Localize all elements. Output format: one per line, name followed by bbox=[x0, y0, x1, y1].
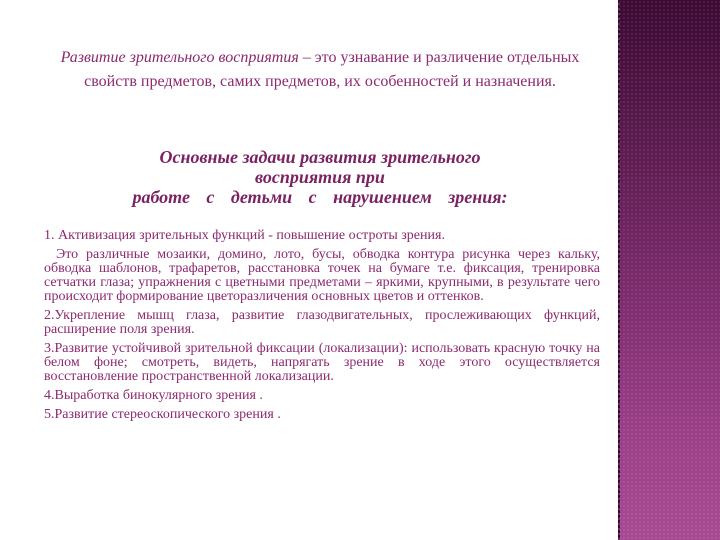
heading-line-3: работе с детьми с нарушением зрения: bbox=[132, 187, 508, 207]
intro-term: Развитие зрительного восприятия bbox=[60, 49, 299, 66]
heading-line-2: восприятия при bbox=[255, 167, 385, 187]
heading-line-1: Основные задачи развития зрительного bbox=[159, 147, 481, 167]
decorative-side-bar bbox=[618, 0, 720, 540]
task-item-3: 3.Развитие устойчивой зрительной фиксации (локализации): использовать красную точку на белом фоне; смотреть, видеть, напрягать зрение в ходе этого осуществляется восстановление пространственной локализации. bbox=[44, 341, 600, 384]
task-item-2: 2.Укрепление мышц глаза, развитие глазодвигательных, прослеживающих функций, расширение поля зрения. bbox=[44, 308, 600, 337]
task-item-4: 4.Выработка бинокулярного зрения . bbox=[44, 388, 263, 403]
task-item-5: 5.Развитие стереоскопического зрения . bbox=[44, 407, 281, 422]
section-heading bbox=[40, 147, 600, 207]
intro-definition: – это узнавание и различение отдельных свойств предметов, самих предметов, их особенностей и назначения. bbox=[84, 49, 580, 90]
task-item-1: 1. Активизация зрительных функций - повышение остроты зрения. bbox=[44, 228, 445, 243]
intro-paragraph bbox=[40, 46, 600, 94]
task-list bbox=[44, 229, 600, 427]
task-item-1-description: Это различные мозаики, домино, лото, бусы, обводка контура рисунка через кальку, обводка шаблонов, трафаретов, расстановка точек на бумаге т.е. фиксация, тренировка сетчатки глаза; упражнения с цветными предметами – яркими, крупными, в результате чего происходит формирование цветоразличения основных цветов и оттенков. bbox=[44, 247, 600, 304]
